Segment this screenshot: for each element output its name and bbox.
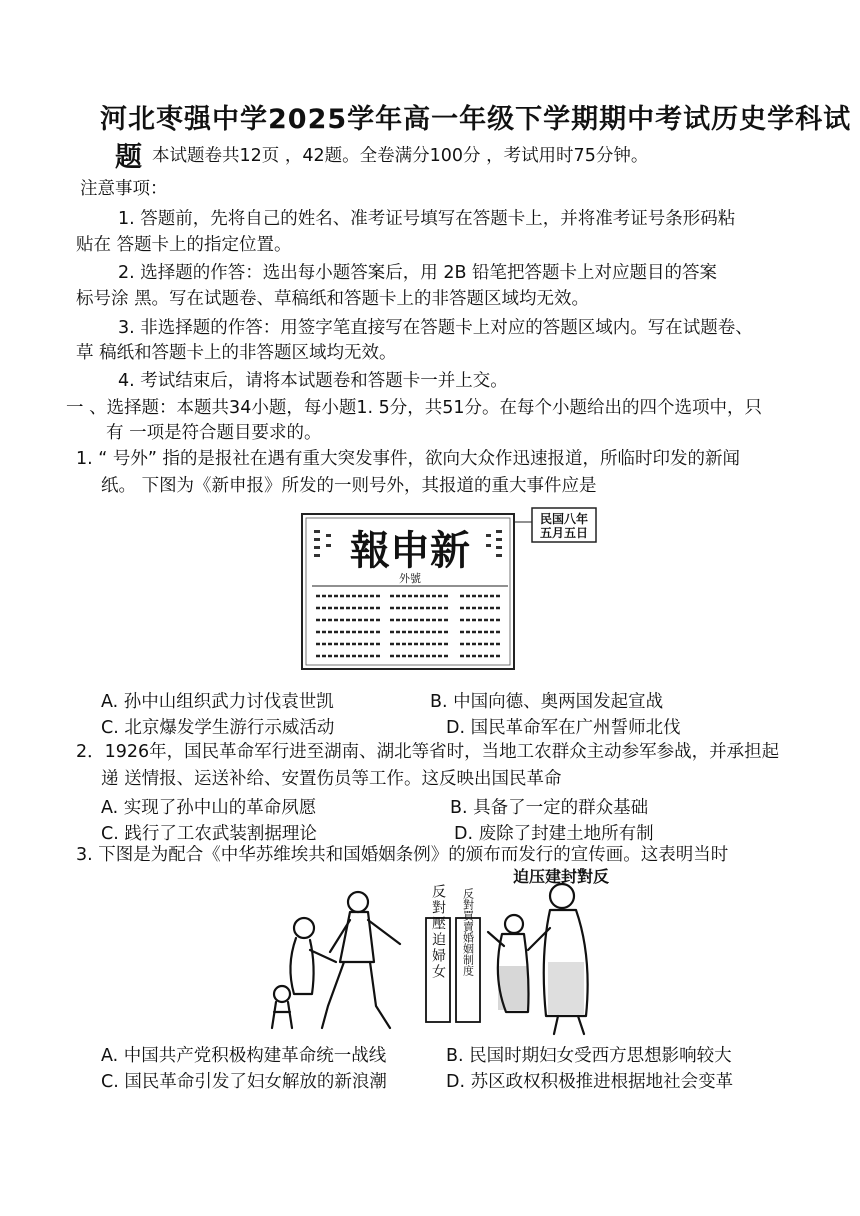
q2-option-d[interactable]: D. 废除了封建土地所有制: [454, 824, 654, 844]
newspaper-masthead: 報申新: [350, 527, 470, 574]
sign-right: 反對買賣婚姻制度: [461, 888, 475, 976]
note-4: 4. 考试结束后，请将本试题卷和答题卡一并上交。: [118, 371, 508, 391]
note-3: 3. 非选择题的作答：用签字笔直接写在答题卡上对应的答题区域内。写在试题卷、: [118, 318, 753, 338]
note-1-cont: 贴在 答题卡上的指定位置。: [76, 235, 292, 255]
q3-propaganda-figure: [266, 866, 646, 1036]
q3-option-b[interactable]: B. 民国时期妇女受西方思想影响较大: [446, 1046, 732, 1066]
page-title-continued: 题: [115, 142, 143, 173]
q1-stem-cont: 纸。 下图为《新申报》所发的一则号外，其报道的重大事件应是: [101, 476, 597, 496]
notes-heading: 注意事项：: [80, 179, 168, 199]
q3-option-a[interactable]: A. 中国共产党积极构建革命统一战线: [101, 1046, 387, 1066]
note-2-cont: 标号涂 黑。写在试题卷、草稿纸和答题卡上的非答题区域均无效。: [76, 289, 590, 309]
q2-stem: 2．1926年，国民革命军行进至湖南、湖北等省时，当地工农群众主动参军参战，并承担起: [76, 742, 780, 762]
q3-stem: 3. 下图是为配合《中华苏维埃共和国婚姻条例》的颁布而发行的宣传画。这表明当时: [76, 845, 729, 865]
newspaper-date-day: 五月五日: [539, 526, 589, 540]
q3-option-d[interactable]: D. 苏区政权积极推进根据地社会变革: [446, 1072, 734, 1092]
q2-option-a[interactable]: A. 实现了孙中山的革命夙愿: [101, 798, 317, 818]
note-3-cont: 草 稿纸和答题卡上的非答题区域均无效。: [76, 343, 397, 363]
q1-newspaper-figure: [300, 504, 600, 674]
q2-option-b[interactable]: B. 具备了一定的群众基础: [450, 798, 649, 818]
q1-stem: 1. “ 号外” 指的是报社在遇有重大突发事件，欲向大众作迅速报道，所临时印发的新闻: [76, 449, 741, 469]
newspaper-subtitle: 外號: [399, 572, 421, 585]
q2-option-c[interactable]: C. 践行了工农武装割据理论: [101, 824, 317, 844]
note-2: 2. 选择题的作答：选出每小题答案后，用 2B 铅笔把答题卡上对应题目的答案: [118, 263, 718, 283]
newspaper-date-year: 民国八年: [539, 512, 589, 526]
q1-option-a[interactable]: A. 孙中山组织武力讨伐袁世凯: [101, 692, 334, 712]
exam-info: 本试题卷共12页 ，42题。全卷满分100分 ，考试用时75分钟。: [152, 146, 649, 166]
q2-stem-cont: 递 送情报、运送补给、安置伤员等工作。这反映出国民革命: [101, 769, 562, 789]
sign-left: 反對壓迫婦女: [430, 884, 446, 980]
q1-option-c[interactable]: C. 北京爆发学生游行示威活动: [101, 718, 335, 738]
propaganda-caption: 迫压建封對反: [512, 867, 610, 886]
q1-option-d[interactable]: D. 国民革命军在广州誓师北伐: [446, 718, 681, 738]
q3-option-c[interactable]: C. 国民革命引发了妇女解放的新浪潮: [101, 1072, 387, 1092]
q1-option-b[interactable]: B. 中国向德、奥两国发起宣战: [430, 692, 664, 712]
section-heading: 一 、选择题：本题共34小题，每小题1. 5分，共51分。在每个小题给出的四个选项中，只: [66, 398, 762, 418]
page-title: 河北枣强中学2025学年高一年级下学期期中考试历史学科试: [100, 104, 852, 135]
section-heading-cont: 有 一项是符合题目要求的。: [106, 423, 322, 443]
note-1: 1. 答题前，先将自己的姓名、准考证号填写在答题卡上，并将准考证号条形码粘: [118, 209, 736, 229]
